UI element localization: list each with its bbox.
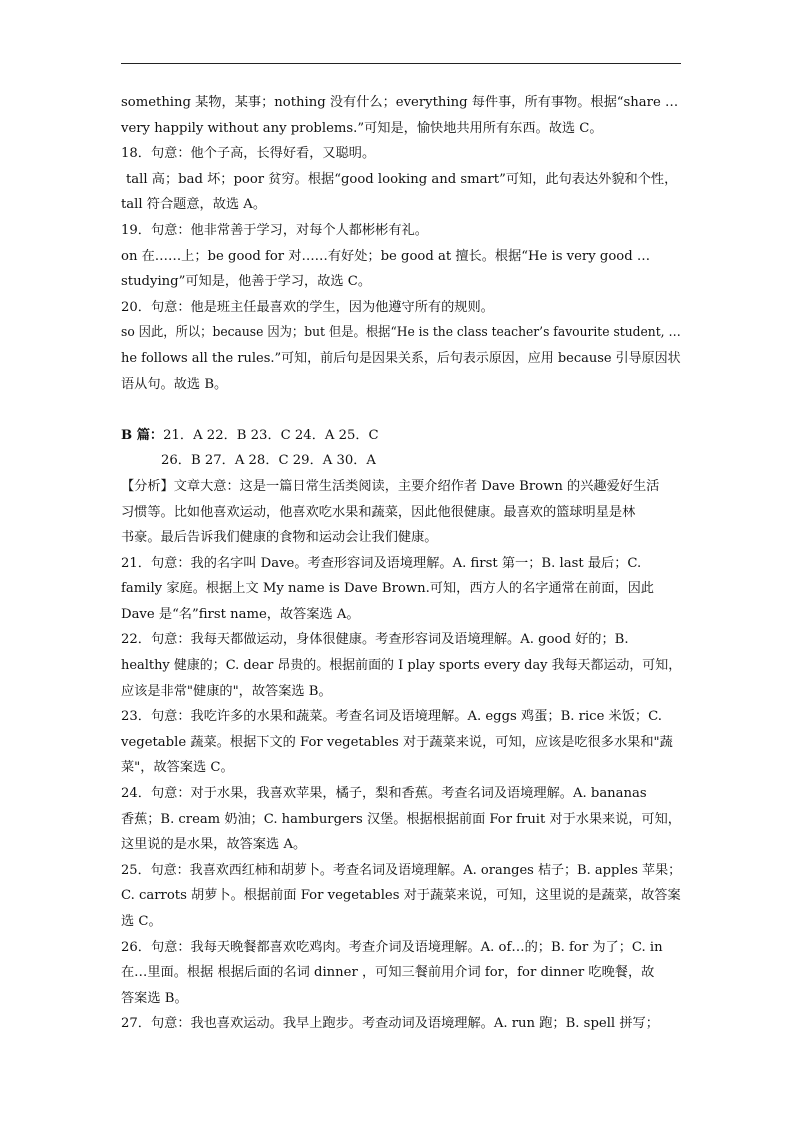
answer-explanations: [121, 90, 681, 1037]
question-26-meaning: 26．句意：我每天晚餐都喜欢吃鸡肉。考查介词及语境理解。A. of…的；B. for 为了；C. in: [121, 939, 663, 955]
section-b-answers-row-1: [121, 423, 681, 449]
question-18-meaning: 18．句意：他个子高，长得好看，又聪明。: [121, 146, 376, 162]
analysis-paragraph: 【分析】文章大意：这是一篇日常生活类阅读，主要介绍作者 Dave Brown 的兴趣爱好生活: [121, 478, 660, 494]
text-line: 菜"，故答案选 C。: [121, 760, 234, 776]
text-line: Dave 是“名”first name，故答案选 A。: [121, 606, 360, 622]
question-22-meaning: 22．句意：我每天都做运动，身体很健康。考查形容词及语境理解。A. good 好的；B.: [121, 632, 629, 648]
text-line: tall 符合题意，故选 A。: [121, 197, 267, 213]
blank-line: [121, 397, 681, 423]
text-line: 在…里面。根据 根据后面的名词 dinner ，可知三餐前用介词 for，for dinner 吃晚餐，故: [121, 965, 655, 981]
text-line: healthy 健康的；C. dear 昂贵的。根据前面的 I play sports every day 我每天都运动，可知，: [121, 658, 682, 674]
section-b-answers-row-2: 26．B 27．A 28．C 29．A 30．A: [161, 453, 376, 469]
header-rule: [121, 63, 681, 64]
question-27-meaning: 27．句意：我也喜欢运动。我早上跑步。考查动词及语境理解。A. run 跑；B. spell 拼写；: [121, 1016, 659, 1032]
question-25-meaning: 25．句意：我喜欢西红柿和胡萝卜。考查名词及语境理解。A. oranges 桔子；B. apples 苹果；: [121, 862, 682, 878]
text-line: 这里说的是水果，故答案选 A。: [121, 837, 307, 853]
question-21-meaning: 21．句意：我的名字叫 Dave。考查形容词及语境理解。A. first 第一；B. last 最后；C.: [121, 555, 642, 571]
text-line: 习惯等。比如他喜欢运动，他喜欢吃水果和蔬菜，因此他很健康。最喜欢的篮球明星是林: [121, 504, 636, 520]
question-24-meaning: 24．句意：对于水果，我喜欢苹果，橘子，梨和香蕉。考查名词及语境理解。A. bananas: [121, 786, 647, 802]
section-label: B 篇：: [121, 427, 164, 443]
question-19-meaning: 19．句意：他非常善于学习，对每个人都彬彬有礼。: [121, 222, 428, 238]
text-line: 应该是非常"健康的"，故答案选 B。: [121, 683, 332, 699]
question-23-meaning: 23．句意：我吃许多的水果和蔬菜。考查名词及语境理解。A. eggs 鸡蛋；B. rice 米饭；C.: [121, 709, 662, 725]
text-line: 书豪。最后告诉我们健康的食物和运动会让我们健康。: [121, 530, 438, 546]
text-line: C. carrots 胡萝卜。根据前面 For vegetables 对于蔬菜来说，可知，这里说的是蔬菜，故答案: [121, 888, 681, 904]
text-line: 答案选 B。: [121, 990, 188, 1006]
text-line: very happily without any problems.”可知是，愉快地共用所有东西。故选 C。: [121, 120, 603, 136]
answer-row: 21．A 22．B 23．C 24．A 25．C: [163, 427, 379, 443]
text-line: something 某物，某事；nothing 没有什么；everything 每件事，所有事物。根据“share …: [121, 95, 679, 110]
text-line: on 在……上；be good for 对……有好处；be good at 擅长。根据“He is very good …: [121, 248, 651, 264]
text-line: studying”可知是，他善于学习，故选 C。: [121, 274, 372, 290]
text-line: vegetable 蔬菜。根据下文的 For vegetables 对于蔬菜来说，可知，应该是吃很多水果和"蔬: [121, 734, 673, 750]
text-line: 香蕉；B. cream 奶油；C. hamburgers 汉堡。根据根据前面 For fruit 对于水果来说，可知，: [121, 811, 681, 827]
text-line: tall 高；bad 坏；poor 贫穷。根据“good looking and smart”可知，此句表达外貌和个性，: [126, 171, 678, 187]
text-line: 语从句。故选 B。: [121, 376, 228, 392]
question-20-meaning: 20．句意：他是班主任最喜欢的学生，因为他遵守所有的规则。: [121, 299, 494, 315]
text-line: he follows all the rules.”可知，前后句是因果关系，后句表示原因，应用 because 引导原因状: [121, 350, 681, 366]
text-line: family 家庭。根据上文 My name is Dave Brown.可知，西方人的名字通常在前面，因此: [121, 581, 654, 597]
text-line: 选 C。: [121, 914, 162, 929]
text-line: so 因此，所以；because 因为；but 但是。根据“He is the class teacher’s favourite student, …: [121, 325, 681, 341]
